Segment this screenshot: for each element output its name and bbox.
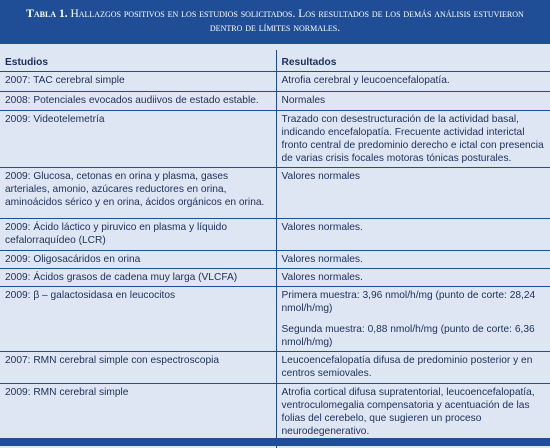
study-cell: 2009: RMN cerebral simple (0, 384, 276, 448)
study-cell: 2007: RMN cerebral simple con espectroscopia (0, 352, 276, 384)
caption-label: Tabla 1. (26, 8, 67, 20)
table-row (0, 352, 550, 384)
table-caption (0, 0, 550, 44)
header-estudios: Estudios (0, 50, 276, 72)
result-cell: Valores normales. (276, 251, 550, 269)
study-cell: 2008: Potenciales evocados audiivos de estado estable. (0, 92, 276, 111)
result-cell: Valores normales (276, 168, 550, 219)
result-cell: Trazado con desestructuración de la actividad basal, indicando encefalopatía. Frecuente actividad interictal fronto central de predominio derecho e ictal con presencia de varias crisis focales motoras tónicas posturales. (276, 111, 550, 168)
result-cell: Atrofia cerebral y leucoencefalopatía. (276, 72, 550, 92)
header-resultados: Resultados (276, 50, 550, 72)
result-cell: Atrofia cortical difusa supratentorial, leucoencefalopatía, ventroculomegalia compensatoria y acentuación de las folias del cerebelo, que sugieren un proceso neurodegenerativo. (276, 384, 550, 448)
header-row (0, 50, 550, 72)
findings-table (0, 50, 550, 448)
study-cell: 2009: β – galactosidasa en leucocitos (0, 287, 276, 352)
study-cell: 2009: Glucosa, cetonas en orina y plasma, gases arteriales, amonio, azúcares reductores en orina, aminoácidos sérico y en orina, ácidos orgánicos en orina. (0, 168, 276, 219)
table-row (0, 219, 550, 251)
result-cell: Normales (276, 92, 550, 111)
table-row (0, 111, 550, 168)
table-row (0, 251, 550, 269)
result-cell: Valores normales. (276, 269, 550, 287)
table-row (0, 168, 550, 219)
study-cell: 2009: Ácido láctico y piruvico en plasma y líquido cefalorraquídeo (LCR) (0, 219, 276, 251)
study-cell: 2009: Ácidos grasos de cadena muy larga (VLCFA) (0, 269, 276, 287)
table-row (0, 72, 550, 92)
result-paragraph: Primera muestra: 3,96 nmol/h/mg (punto de corte: 28,24 nmol/h/mg) (282, 289, 545, 315)
study-cell: 2009: Videotelemetría (0, 111, 276, 168)
result-cell (276, 287, 550, 352)
table-row (0, 92, 550, 111)
study-cell: 2007: TAC cerebral simple (0, 72, 276, 92)
table-row (0, 287, 550, 352)
result-paragraph: Segunda muestra: 0,88 nmol/h/mg (punto de corte: 6,36 nmol/h/mg) (282, 323, 545, 349)
table-row (0, 269, 550, 287)
study-cell: 2009: Oligosacáridos en orina (0, 251, 276, 269)
caption-text: Hallazgos positivos en los estudios solicitados. Los resultados de los demás análisis estuvieron dentro de límites normales. (70, 8, 523, 34)
result-cell: Valores normales. (276, 219, 550, 251)
footer-bar (0, 438, 550, 446)
result-cell: Leucoencefalopatía difusa de predominio posterior y en centros semiovales. (276, 352, 550, 384)
